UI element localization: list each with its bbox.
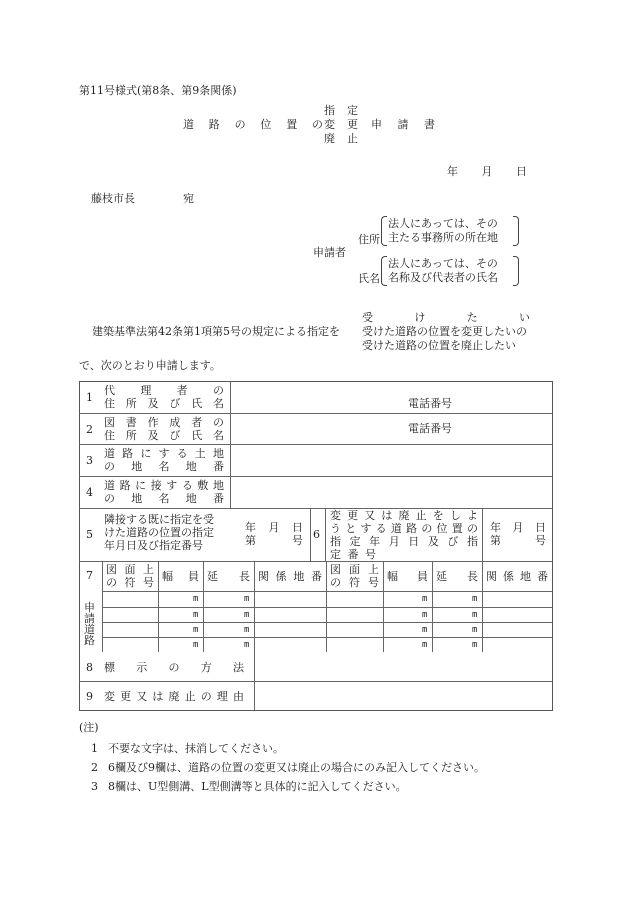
title-char: 請 xyxy=(397,118,409,131)
unit-meter: m xyxy=(244,610,250,620)
statement-continuation: で、次のとおり申請します。 xyxy=(79,359,221,372)
row5-label-line: 年月日及び指定番号 xyxy=(104,539,203,552)
char: 地 xyxy=(185,492,197,505)
unit-meter: m xyxy=(193,625,199,635)
char: 員 xyxy=(188,570,199,583)
char: 地 xyxy=(131,492,143,505)
char: 及 xyxy=(147,397,159,410)
row-number: 2 xyxy=(86,423,93,436)
date-char: 日 xyxy=(516,165,527,178)
note-number: 1 xyxy=(91,742,98,755)
road-cell-input[interactable] xyxy=(103,623,158,637)
note-number: 2 xyxy=(91,761,98,774)
title-char: の xyxy=(311,118,323,131)
char: 員 xyxy=(417,570,428,583)
char: 関 xyxy=(258,570,269,583)
char: 上 xyxy=(143,563,154,576)
col-header xyxy=(436,570,478,583)
row-label-bottom xyxy=(104,429,224,442)
char: 方 xyxy=(200,661,212,674)
char: 所 xyxy=(125,429,137,442)
phone-label: 電話番号 xyxy=(408,397,452,410)
road-cell-input[interactable] xyxy=(384,623,432,637)
char: 氏 xyxy=(191,429,203,442)
road-cell-input[interactable] xyxy=(327,638,383,652)
char: 図 xyxy=(106,563,117,576)
char: 路 xyxy=(406,522,418,535)
char: す xyxy=(360,522,372,535)
col-header xyxy=(162,570,199,583)
char: に xyxy=(135,479,147,492)
unit-meter: m xyxy=(422,594,428,604)
char: 代 xyxy=(104,384,115,397)
char: 地 xyxy=(212,479,224,492)
char: 日 xyxy=(535,521,546,534)
char: の xyxy=(106,576,117,589)
statement-option1 xyxy=(362,311,530,324)
address-note-1: 法人にあっては、その xyxy=(388,217,498,230)
col-header xyxy=(258,570,322,583)
char: び xyxy=(169,397,181,410)
row6-label-line xyxy=(330,548,376,561)
row-label-top xyxy=(104,384,224,397)
row-number: 4 xyxy=(86,486,93,499)
char: 者 xyxy=(176,384,188,397)
char: の xyxy=(212,384,224,397)
row-number: 6 xyxy=(313,528,320,541)
row-number: 9 xyxy=(86,690,93,703)
row-label-bottom xyxy=(104,492,224,505)
char: 係 xyxy=(503,570,514,583)
form-number: 第11号様式(第8条、第9条関係) xyxy=(79,84,237,97)
title-option-char: 止 xyxy=(347,132,358,145)
char: 道 xyxy=(104,447,115,460)
char: 日 xyxy=(408,535,420,548)
road-cell-input[interactable] xyxy=(384,592,432,607)
char: 位 xyxy=(436,522,448,535)
road-cell-input[interactable] xyxy=(483,638,552,652)
statement-option-char: け xyxy=(414,311,426,324)
statement-option-char: 受 xyxy=(362,311,373,324)
unit-meter: m xyxy=(193,610,199,620)
statement-option2: 受けた道路の位置を変更したいの xyxy=(362,325,527,338)
char: び xyxy=(169,429,181,442)
char: 番 xyxy=(347,548,359,561)
row-value-field[interactable] xyxy=(231,382,552,413)
row6-date-top xyxy=(490,521,546,534)
table-rule xyxy=(325,508,326,561)
name-label: 氏名 xyxy=(358,272,380,285)
addressee-suffix: 宛 xyxy=(183,192,194,205)
char: 番 xyxy=(213,460,224,473)
char: 図 xyxy=(330,563,341,576)
note-number: 3 xyxy=(91,780,98,793)
char: 廃 xyxy=(168,690,180,703)
col-header-top xyxy=(106,563,154,576)
road-cell-input[interactable] xyxy=(159,608,203,622)
char: 号 xyxy=(143,576,154,589)
unit-meter: m xyxy=(422,610,428,620)
address-label: 住所 xyxy=(358,233,380,246)
row6-label-line xyxy=(330,522,478,535)
note-text: 不要な文字は、抹消してください。 xyxy=(108,742,284,755)
applicant-label: 申請者 xyxy=(313,246,346,259)
char: 上 xyxy=(368,563,379,576)
char: 面 xyxy=(124,563,136,576)
title-char: 路 xyxy=(208,118,220,131)
addressee-name: 藤枝市長 xyxy=(91,192,135,205)
title-char: の xyxy=(234,118,246,131)
char: 住 xyxy=(104,397,115,410)
char: 地 xyxy=(293,570,305,583)
road-cell-input[interactable] xyxy=(204,623,254,637)
char: 番 xyxy=(310,570,322,583)
char: 月 xyxy=(388,535,400,548)
side-label-char: 路 xyxy=(84,634,95,647)
road-cell-input[interactable] xyxy=(255,623,326,637)
row-label-bottom xyxy=(104,397,224,410)
char: 番 xyxy=(537,570,548,583)
char: 年 xyxy=(369,535,381,548)
char: 年 xyxy=(245,521,256,534)
char: 止 xyxy=(184,690,196,703)
marking-method-field[interactable] xyxy=(255,653,552,680)
road-cell-input[interactable] xyxy=(159,623,203,637)
row-label-bottom xyxy=(104,460,224,473)
char: 地 xyxy=(185,460,197,473)
table-rule xyxy=(310,508,311,561)
unit-meter: m xyxy=(422,640,428,650)
road-cell-input[interactable] xyxy=(384,608,432,622)
char: の xyxy=(212,416,224,429)
row-label-top xyxy=(104,416,224,429)
side-label-char: 申 xyxy=(84,601,95,614)
row6-date-bottom xyxy=(490,534,546,547)
char: 所 xyxy=(125,397,137,410)
char: 延 xyxy=(207,570,218,583)
title-option-char: 変 xyxy=(324,118,335,131)
char: 定 xyxy=(330,548,341,561)
char: 作 xyxy=(147,416,159,429)
char: 号 xyxy=(292,534,303,547)
char: 号 xyxy=(535,534,546,547)
char: 日 xyxy=(292,521,303,534)
char: の xyxy=(330,576,341,589)
road-cell-input[interactable] xyxy=(103,608,158,622)
row-number: 8 xyxy=(86,661,93,674)
name-note-2: 名称及び代表者の氏名 xyxy=(388,271,498,284)
note-text: 8欄は、U型側溝、L型側溝等と具体的に記入してください。 xyxy=(108,780,407,793)
char: 道 xyxy=(104,479,115,492)
road-cell-input[interactable] xyxy=(433,623,482,637)
unit-meter: m xyxy=(472,625,478,635)
char: は xyxy=(381,509,393,522)
row5-label-line: けた道路の位置の指定 xyxy=(104,526,214,539)
char: 名 xyxy=(212,429,224,442)
char: 道 xyxy=(390,522,402,535)
row-number: 5 xyxy=(86,528,93,541)
side-label-char: 請 xyxy=(84,612,95,625)
char: 接 xyxy=(150,479,162,492)
char: 名 xyxy=(158,460,170,473)
date-char: 年 xyxy=(447,165,458,178)
col-header-bottom xyxy=(106,576,154,589)
title-option-char: 更 xyxy=(347,118,358,131)
char: 地 xyxy=(131,460,143,473)
title-char: 置 xyxy=(286,118,298,131)
road-cell-input[interactable] xyxy=(433,608,482,622)
char: 成 xyxy=(169,416,181,429)
char: 更 xyxy=(120,690,132,703)
char: 由 xyxy=(233,690,244,703)
char: に xyxy=(140,447,152,460)
char: 符 xyxy=(124,576,136,589)
char: 書 xyxy=(125,416,137,429)
char: の xyxy=(466,522,478,535)
char: を xyxy=(432,509,444,522)
char: の xyxy=(200,690,212,703)
road-cell-input[interactable] xyxy=(159,638,203,652)
char: の xyxy=(421,522,433,535)
statement-option-char: い xyxy=(518,311,530,324)
phone-label: 電話番号 xyxy=(408,422,452,435)
char: 理 xyxy=(140,384,152,397)
statement-option-char: た xyxy=(466,311,478,324)
char: と xyxy=(345,522,357,535)
col-header xyxy=(387,570,428,583)
char: 路 xyxy=(119,479,131,492)
row5-label-line: 隣接する既に指定を受 xyxy=(104,513,214,526)
char: 変 xyxy=(330,509,341,522)
char: る xyxy=(176,447,188,460)
unit-meter: m xyxy=(472,594,478,604)
road-cell-input[interactable] xyxy=(327,608,383,622)
char: の xyxy=(104,492,115,505)
road-cell-input[interactable] xyxy=(433,638,482,652)
road-cell-input[interactable] xyxy=(103,638,158,652)
char: 面 xyxy=(349,563,360,576)
road-cell-input[interactable] xyxy=(327,623,383,637)
road-cell-input[interactable] xyxy=(103,592,158,607)
char: 置 xyxy=(451,522,463,535)
row-value-field[interactable] xyxy=(231,414,552,444)
road-cell-input[interactable] xyxy=(159,592,203,607)
road-cell-input[interactable] xyxy=(204,592,254,607)
road-cell-input[interactable] xyxy=(255,638,326,652)
char: る xyxy=(375,522,387,535)
col-header xyxy=(207,570,250,583)
title-prefix xyxy=(183,118,323,131)
char: す xyxy=(158,447,170,460)
char: 者 xyxy=(191,416,203,429)
unit-meter: m xyxy=(422,625,428,635)
char: の xyxy=(168,661,180,674)
title-option-char: 廃 xyxy=(324,132,335,145)
unit-meter: m xyxy=(472,640,478,650)
road-cell-input[interactable] xyxy=(204,638,254,652)
char: 指 xyxy=(330,535,341,548)
char: 又 xyxy=(364,509,376,522)
char: 理 xyxy=(216,690,228,703)
title-option-char: 指 xyxy=(324,104,335,117)
char: 月 xyxy=(512,521,524,534)
address-note-2: 主たる事務所の所在地 xyxy=(388,231,498,244)
road-cell-input[interactable] xyxy=(384,638,432,652)
row-label-top xyxy=(104,447,224,460)
char: 月 xyxy=(268,521,280,534)
char: 係 xyxy=(275,570,287,583)
statement-lead: 建築基準法第42条第1項第5号の規定による指定を xyxy=(92,325,340,338)
row-number: 7 xyxy=(86,569,93,582)
char: 第 xyxy=(245,534,256,547)
title-option-char: 定 xyxy=(347,104,358,117)
road-cell-input[interactable] xyxy=(433,592,482,607)
char: 変 xyxy=(104,690,115,703)
col-header-top xyxy=(330,563,379,576)
char: 土 xyxy=(194,447,206,460)
char: 及 xyxy=(427,535,439,548)
bracket-left xyxy=(381,256,387,286)
title-suffix xyxy=(371,118,435,131)
col-header-bottom xyxy=(330,576,379,589)
unit-meter: m xyxy=(193,594,199,604)
char: 幅 xyxy=(162,570,173,583)
date-line xyxy=(447,165,527,178)
col-header xyxy=(486,570,548,583)
char: 示 xyxy=(136,661,148,674)
char: 番 xyxy=(213,492,224,505)
char: 地 xyxy=(520,570,531,583)
char: 更 xyxy=(347,509,359,522)
char: 号 xyxy=(365,548,376,561)
name-note-1: 法人にあっては、その xyxy=(388,257,498,270)
note-text: 6欄及び9欄は、道路の位置の変更又は廃止の場合にのみ記入してください。 xyxy=(108,761,485,774)
char: 名 xyxy=(158,492,170,505)
char: 長 xyxy=(239,570,250,583)
road-cell-input[interactable] xyxy=(255,592,326,607)
char: 住 xyxy=(104,429,115,442)
char: 延 xyxy=(436,570,447,583)
unit-meter: m xyxy=(244,594,250,604)
char: 標 xyxy=(104,661,115,674)
char: 指 xyxy=(466,535,478,548)
bracket-right xyxy=(513,216,519,246)
char: る xyxy=(181,479,193,492)
row5-date-bottom xyxy=(245,534,303,547)
char: よ xyxy=(467,509,478,522)
unit-meter: m xyxy=(193,640,199,650)
char: び xyxy=(447,535,459,548)
char: 図 xyxy=(104,416,115,429)
char: 地 xyxy=(212,447,224,460)
char: 止 xyxy=(415,509,427,522)
char: 年 xyxy=(490,521,501,534)
table-rule xyxy=(482,508,483,561)
bracket-left xyxy=(381,216,387,246)
char: 第 xyxy=(490,534,501,547)
row-label-top xyxy=(104,479,224,492)
road-cell-input[interactable] xyxy=(204,608,254,622)
title-char: 位 xyxy=(260,118,272,131)
date-char: 月 xyxy=(481,165,493,178)
char: 名 xyxy=(212,397,224,410)
char: 廃 xyxy=(398,509,410,522)
unit-meter: m xyxy=(472,610,478,620)
char: 符 xyxy=(349,576,360,589)
title-char: 申 xyxy=(371,118,382,131)
char: 定 xyxy=(349,535,361,548)
char: 敷 xyxy=(197,479,209,492)
title-char: 書 xyxy=(424,118,435,131)
char: 幅 xyxy=(387,570,398,583)
row8-label xyxy=(104,661,244,674)
notes-heading: (注) xyxy=(79,721,99,734)
title-options xyxy=(324,104,358,145)
char: 法 xyxy=(233,661,244,674)
char: 氏 xyxy=(191,397,203,410)
road-cell-input[interactable] xyxy=(327,592,383,607)
char: 及 xyxy=(147,429,159,442)
char: 号 xyxy=(368,576,379,589)
bracket-right xyxy=(513,256,519,286)
statement-option3: 受けた道路の位置を廃止したい xyxy=(362,339,516,352)
char: の xyxy=(104,460,115,473)
road-cell-input[interactable] xyxy=(483,608,552,622)
char: う xyxy=(330,522,341,535)
road-cell-input[interactable] xyxy=(483,623,552,637)
char: 長 xyxy=(467,570,478,583)
unit-meter: m xyxy=(244,625,250,635)
char: 関 xyxy=(486,570,497,583)
row-number: 1 xyxy=(86,391,93,404)
road-cell-input[interactable] xyxy=(255,608,326,622)
title-char: 道 xyxy=(183,118,194,131)
char: は xyxy=(152,690,164,703)
row5-date-top xyxy=(245,521,303,534)
row-number: 3 xyxy=(86,454,93,467)
unit-meter: m xyxy=(244,640,250,650)
row6-label-line xyxy=(330,535,478,548)
row-value-field[interactable] xyxy=(231,477,552,508)
side-label-char: 道 xyxy=(84,623,95,636)
char: 又 xyxy=(136,690,148,703)
row6-label-line xyxy=(330,509,478,522)
row-value-field[interactable] xyxy=(231,445,552,476)
char: し xyxy=(449,509,461,522)
road-cell-input[interactable] xyxy=(483,592,552,607)
char: 路 xyxy=(122,447,134,460)
reason-field[interactable] xyxy=(255,682,552,709)
row9-label xyxy=(104,690,244,703)
char: す xyxy=(166,479,178,492)
